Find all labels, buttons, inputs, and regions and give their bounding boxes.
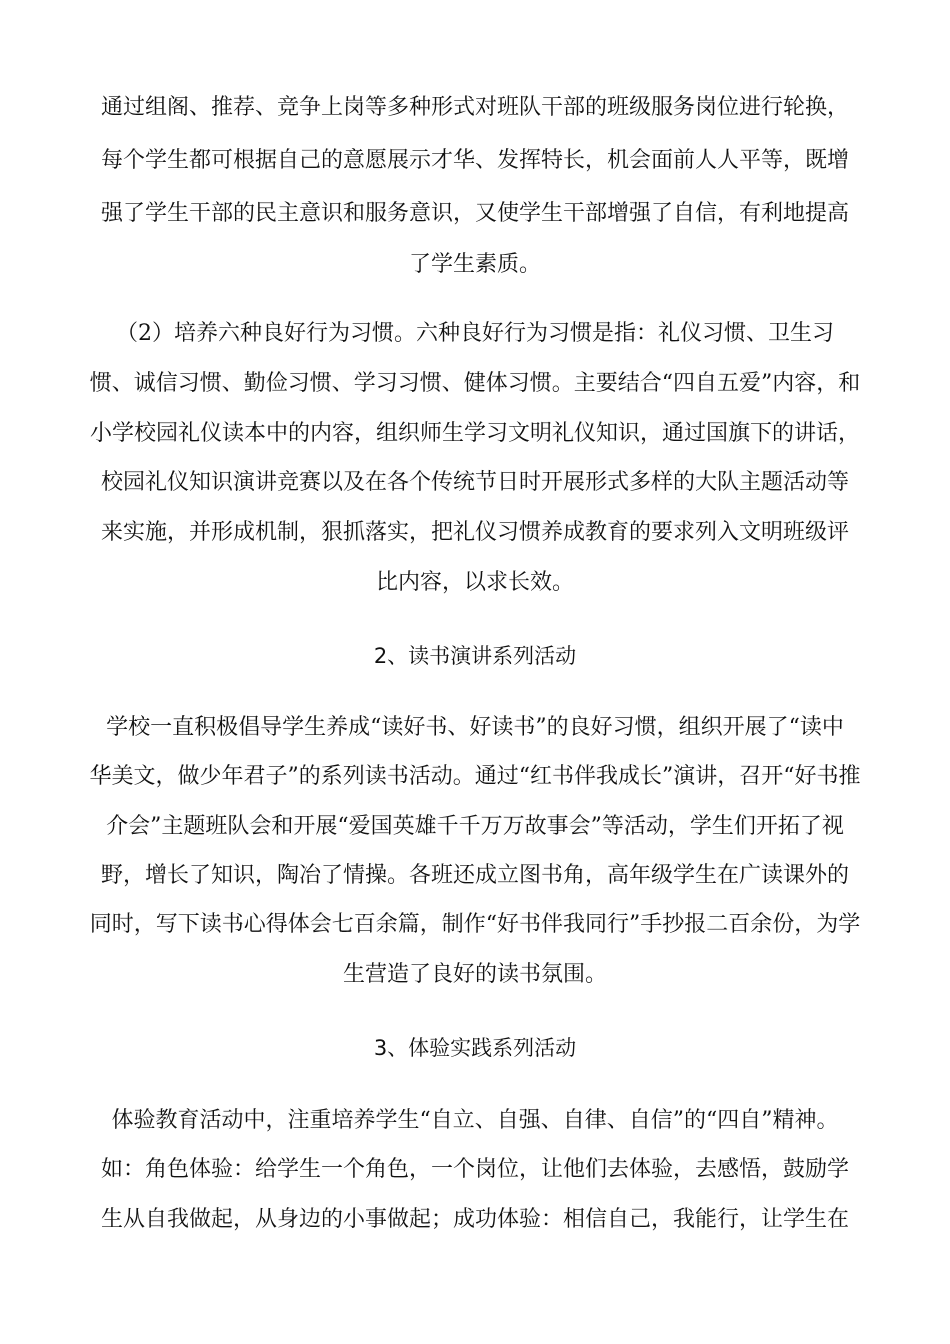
paragraph-4-line-2: 如：角色体验：给学生一个角色，一个岗位，让他们去体验，去感悟，鼓励学 [100,1157,849,1182]
paragraph-4-line-1: 体验教育活动中，注重培养学生“自立、自强、自律、自信”的“四自”精神。 [111,1108,839,1133]
paragraph-1-line-3: 强了学生干部的民主意识和服务意识，又使学生干部增强了自信，有利地提高 [100,201,849,226]
section-heading-3: 3、体验实践系列活动 [373,1036,577,1060]
paragraph-3-line-5: 同时，写下读书心得体会七百余篇，制作“好书伴我同行”手抄报二百余份，为学 [89,912,861,937]
paragraph-3-line-3: 介会”主题班队会和开展“爱国英雄千千万万故事会”等活动，学生们开拓了视 [106,814,844,839]
paragraph-3-line-4: 野，增长了知识，陶冶了情操。各班还成立图书角，高年级学生在广读课外的 [100,863,849,888]
paragraph-3-line-1: 学校一直积极倡导学生养成“读好书、好读书”的良好习惯，组织开展了“读中 [106,715,844,740]
paragraph-1-line-1: 通过组阁、推荐、竞争上岗等多种形式对班队干部的班级服务岗位进行轮换， [100,95,849,120]
paragraph-2-line-3: 小学校园礼仪读本中的内容，组织师生学习文明礼仪知识，通过国旗下的讲话， [89,421,860,446]
paragraph-1-line-2: 每个学生都可根据自己的意愿展示才华、发挥特长，机会面前人人平等，既增 [100,148,849,173]
paragraph-2-line-4: 校园礼仪知识演讲竞赛以及在各个传统节日时开展形式多样的大队主题活动等 [100,470,849,495]
paragraph-2-line-1: （2）培养六种良好行为习惯。六种良好行为习惯是指：礼仪习惯、卫生习 [116,321,834,346]
section-heading-2: 2、读书演讲系列活动 [373,644,577,668]
paragraph-2-line-2: 惯、诚信习惯、勤俭习惯、学习习惯、健体习惯。主要结合“四自五爱”内容，和 [89,371,861,396]
paragraph-3-line-2: 华美文，做少年君子”的系列读书活动。通过“红书伴我成长”演讲，召开“好书推 [89,764,861,789]
paragraph-2-line-6: 比内容，以求长效。 [375,570,574,595]
paragraph-4-line-3: 生从自我做起，从身边的小事做起；成功体验：相信自己，我能行，让学生在 [100,1207,849,1232]
paragraph-1-line-4: 了学生素质。 [408,252,541,277]
paragraph-2-line-5: 来实施，并形成机制，狠抓落实，把礼仪习惯养成教育的要求列入文明班级评 [100,520,849,545]
paragraph-3-line-6: 生营造了良好的读书氛围。 [342,962,607,987]
